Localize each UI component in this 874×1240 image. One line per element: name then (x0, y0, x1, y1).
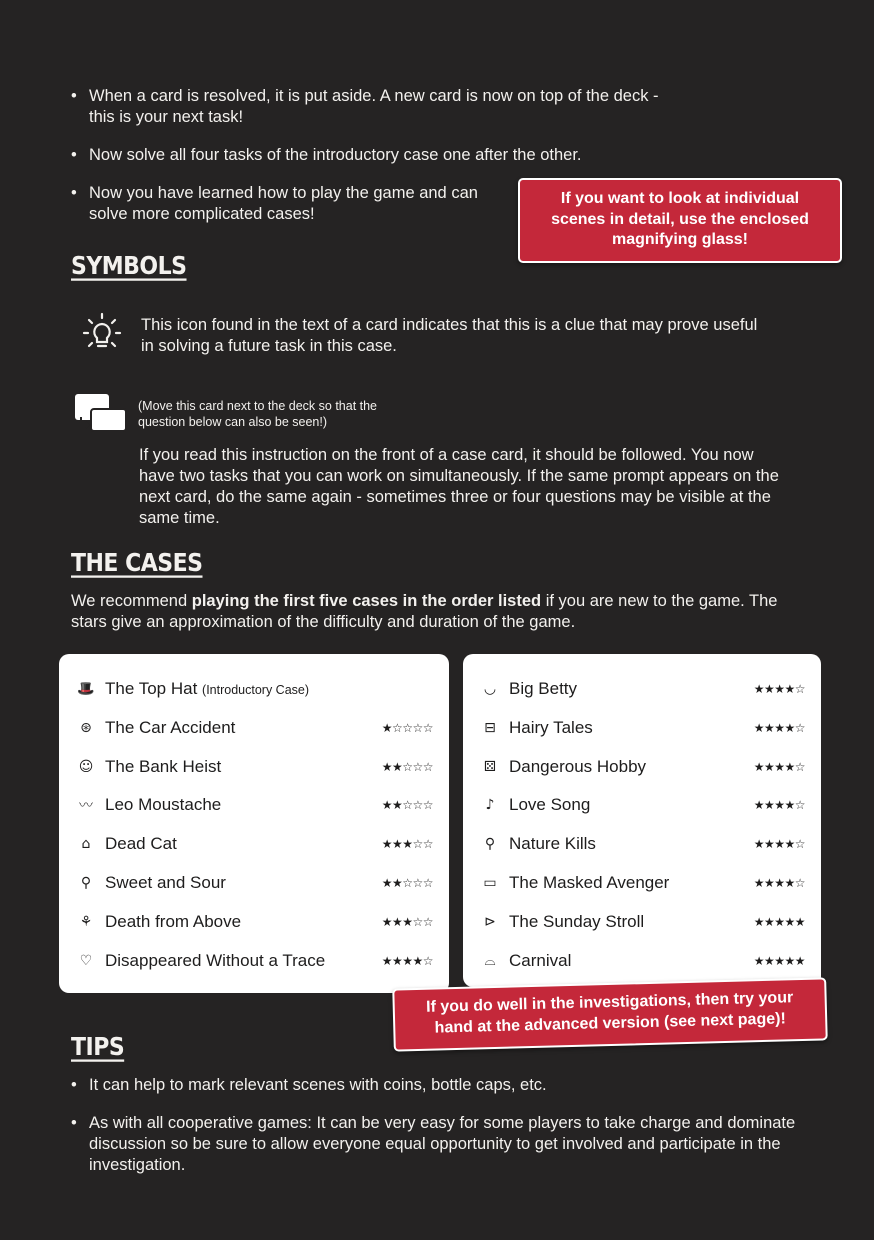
case-name (105, 951, 325, 971)
move-card-icon (74, 393, 128, 433)
guitar-icon: ♪ (485, 797, 495, 814)
advanced-callout (392, 977, 828, 1051)
difficulty-stars: ★★★★☆ (753, 876, 805, 890)
symbols-heading: SYMBOLS (71, 252, 187, 281)
eye-mask-icon: ▭ (483, 875, 497, 891)
case-name (509, 795, 590, 815)
cases-intro-bold: playing the first five cases in the order listed (191, 592, 542, 610)
difficulty-stars: ★★☆☆☆ (381, 876, 433, 890)
move-card-note: (Move this card next to the deck so that the question below can also be seen!) (138, 399, 378, 429)
case-title: Leo Moustache (105, 795, 222, 815)
lollipop-icon: ⚲ (80, 875, 92, 891)
difficulty-stars: ★★★★☆ (753, 837, 805, 852)
moustache-icon: 〰 (79, 798, 93, 815)
magnifier-callout-text: If you want to look at individual scenes in detail, use the enclosed magnifying glass! (551, 190, 809, 248)
case-name (105, 757, 221, 777)
case-row (59, 870, 449, 896)
case-row (463, 754, 821, 780)
tips-heading: TIPS (71, 1033, 125, 1062)
tree-icon: ⚲ (484, 836, 496, 853)
intro-bullet: • When a card is resolved, it is put aside. A new card is now on top of the deck - this is your next task! (70, 86, 680, 128)
case-title: The Top Hat (105, 679, 198, 698)
bird-icon: ⚘ (79, 913, 93, 930)
case-row (463, 909, 821, 935)
case-title: Love Song (509, 795, 591, 815)
difficulty-stars: ★★★★☆ (753, 759, 805, 774)
case-row (463, 870, 821, 896)
case-row (463, 831, 821, 857)
case-title: Big Betty (509, 679, 578, 698)
case-title: The Masked Avenger (509, 873, 670, 892)
difficulty-stars: ★☆☆☆☆ (381, 720, 433, 735)
case-title: Sweet and Sour (105, 873, 226, 892)
difficulty-stars: ★★★★☆ (753, 798, 805, 813)
case-name (509, 757, 646, 777)
case-name (509, 912, 644, 932)
case-title: The Car Accident (105, 717, 236, 737)
case-title: The Bank Heist (105, 756, 222, 776)
steering-wheel-icon: ⊛ (80, 719, 92, 736)
case-name (509, 951, 571, 971)
cases-intro-pre: We recommend (71, 592, 192, 610)
tips-list (70, 1075, 810, 1193)
difficulty-stars: ★★★☆☆ (381, 914, 433, 929)
case-row (59, 676, 449, 702)
clue-symbol-text: This icon found in the text of a card indicates that this is a clue that may prove useful in solving a future task in this case. (141, 316, 758, 355)
magnifier-callout (518, 178, 842, 263)
case-row (59, 715, 449, 741)
heart-icon: ♡ (79, 952, 93, 969)
difficulty-stars: ★★★★☆ (753, 720, 805, 735)
case-name (105, 873, 226, 893)
difficulty-stars: ★★★★★ (753, 953, 805, 968)
case-title: The Sunday Stroll (509, 911, 645, 931)
case-subtitle: (Introductory Case) (202, 683, 310, 697)
bowl-icon: ◡ (483, 681, 497, 697)
mask-icon: ☺ (78, 758, 94, 775)
case-row (59, 948, 449, 974)
case-name (509, 873, 669, 893)
tip-item: • As with all cooperative games: It can be very easy for some players to take charge and dominate discussion so be sure to allow everyone equal opportunity to get involved and participate in the investigation. (70, 1113, 810, 1176)
case-title: Dangerous Hobby (509, 756, 647, 776)
lightbulb-icon (80, 312, 124, 354)
case-row (463, 676, 821, 702)
advanced-callout-text: If you do well in the investigations, then try your hand at the advanced version (see next page)! (425, 989, 794, 1037)
case-name (509, 834, 596, 854)
top-hat-icon: 🎩 (77, 681, 95, 697)
case-row (59, 831, 449, 857)
cases-intro (71, 591, 791, 633)
case-row (463, 715, 821, 741)
move-card-text: If you read this instruction on the front of a case card, it should be followed. You now have two tasks that you can work on simultaneously. If the same prompt appears on the next card, do the same again - sometimes three or four questions may be visible at the same time. (139, 446, 779, 527)
case-title: Carnival (509, 950, 572, 970)
case-row (463, 948, 821, 974)
case-row (59, 792, 449, 818)
case-row (59, 909, 449, 935)
case-name (105, 795, 221, 815)
cases-heading: THE CASES (71, 549, 203, 578)
case-row (463, 792, 821, 818)
intro-bullet: • Now you have learned how to play the game and can solve more complicated cases! (70, 183, 495, 225)
cases-intro-post: if you are new to the game. The stars give an approximation of the difficulty and duration of the game. (71, 592, 778, 631)
case-title: Dead Cat (105, 834, 177, 854)
case-name (509, 718, 593, 738)
difficulty-stars: ★★★☆☆ (381, 837, 433, 852)
case-name (105, 679, 309, 699)
case-title: Death from Above (105, 911, 242, 931)
cases-panel-left (59, 654, 449, 993)
difficulty-stars: ★★☆☆☆ (381, 798, 433, 813)
difficulty-stars: ★★☆☆☆ (381, 759, 433, 774)
case-name (105, 834, 177, 854)
case-name (105, 718, 235, 738)
case-name (509, 679, 577, 699)
fish-icon: ⊳ (484, 913, 496, 930)
case-title: Nature Kills (509, 834, 596, 854)
cases-panel-right (463, 654, 821, 987)
case-title: Disappeared Without a Trace (105, 950, 326, 970)
case-name (105, 912, 241, 932)
tip-item: • It can help to mark relevant scenes with coins, bottle caps, etc. (70, 1075, 810, 1096)
difficulty-stars: ★★★★★ (753, 914, 805, 929)
difficulty-stars: ★★★★☆ (753, 682, 805, 696)
difficulty-stars: ★★★★☆ (381, 953, 433, 968)
hat-icon: ⌓ (484, 952, 496, 969)
dice-icon: ⚄ (483, 758, 497, 775)
case-title: Hairy Tales (509, 717, 593, 737)
case-row (59, 754, 449, 780)
intro-bullet: • Now solve all four tasks of the introductory case one after the other. (70, 145, 790, 166)
cat-icon: ⌂ (81, 836, 91, 853)
comb-icon: ⊟ (484, 719, 496, 736)
